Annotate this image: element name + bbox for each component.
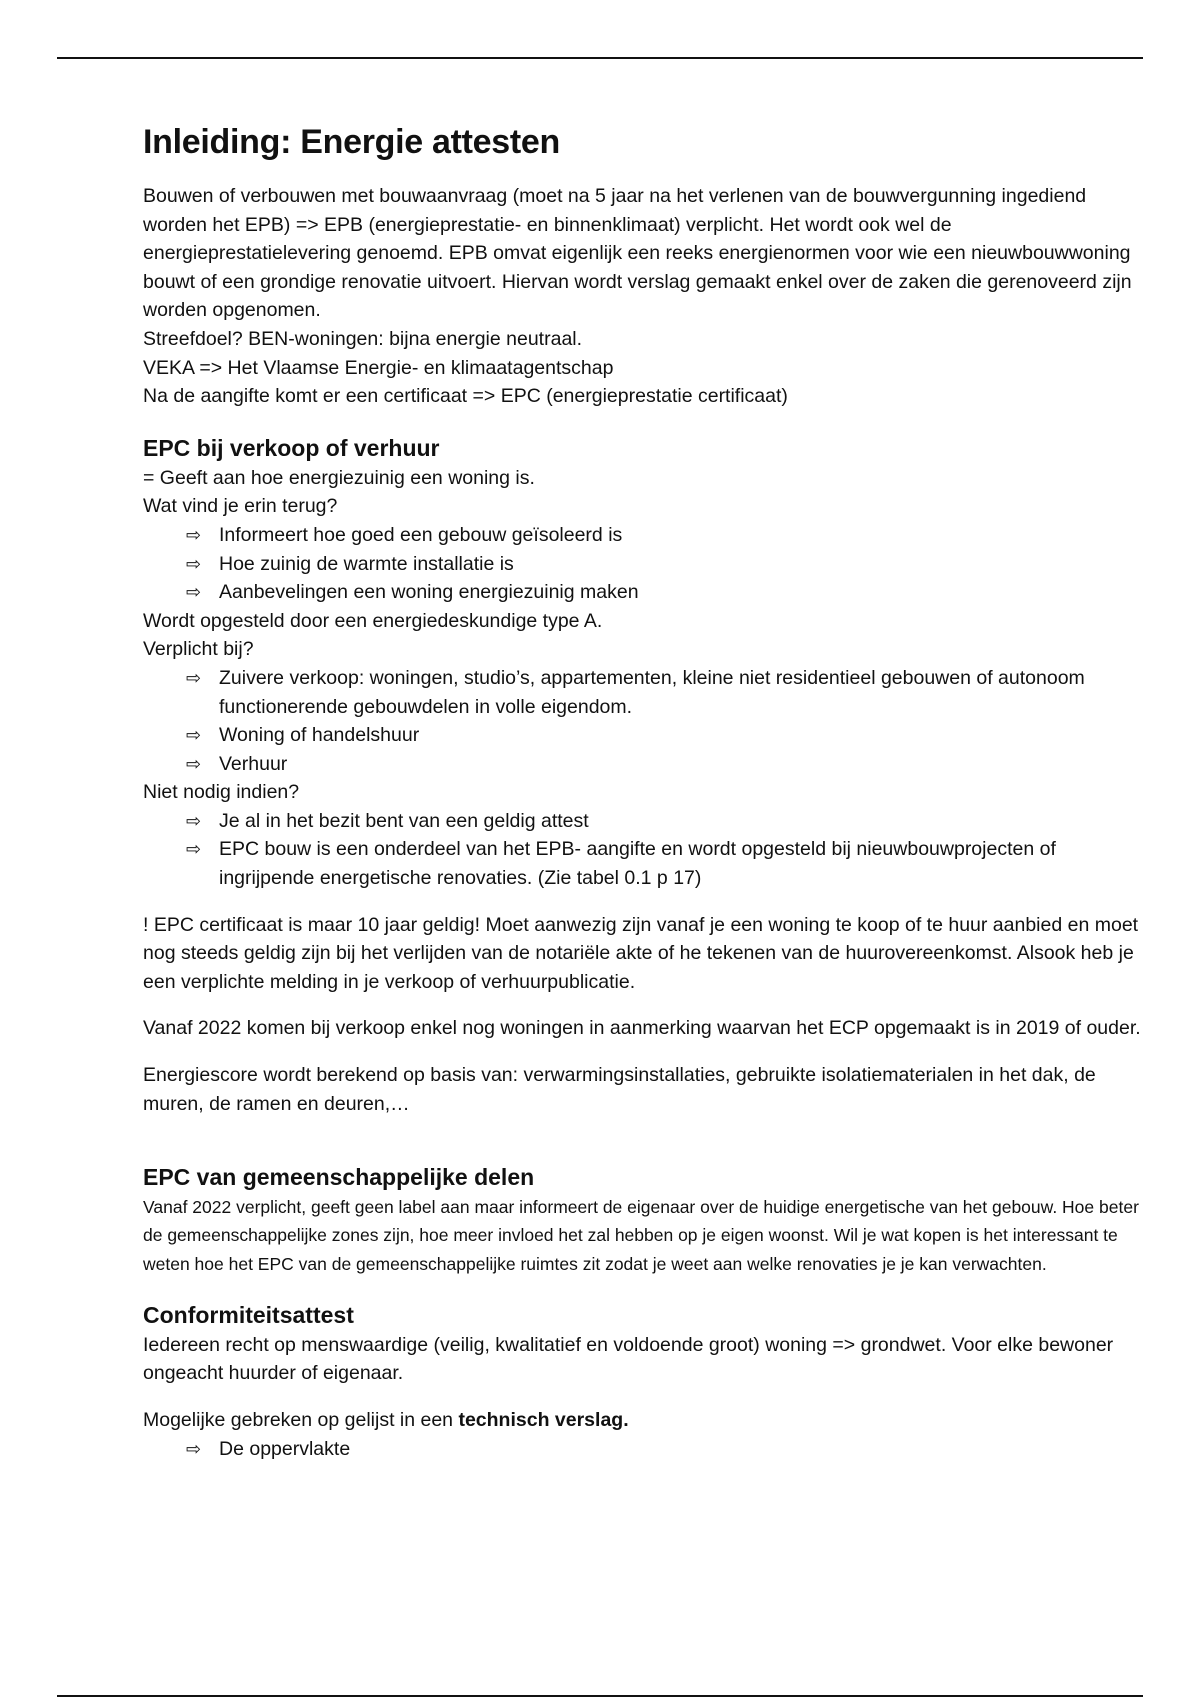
technisch-verslag-label: technisch verslag. [458,1409,629,1432]
arrow-icon: ⇨ [186,839,202,860]
list-item: ⇨ EPC bouw is een onderdeel van het EPB- aangifte en wordt opgesteld bij nieuwbouwprojecten of ingrijpende energetische renovaties. (Zie tabel 0.1 p 17) [186,835,1143,892]
intro-line-veka: VEKA => Het Vlaamse Energie- en klimaatagentschap [143,356,614,379]
list-required [143,664,1143,778]
heading-epc-verkoop: EPC bij verkoop of verhuur [143,434,440,461]
document-body [143,118,1143,1463]
page-title: Inleiding: Energie attesten [143,123,560,161]
arrow-icon: ⇨ [186,810,202,831]
list-item: ⇨ Verhuur [186,750,1143,779]
arrow-icon: ⇨ [186,725,202,746]
epc-definition: = Geeft aan hoe energiezuinig een woning is. [143,466,535,489]
list-item: ⇨ De oppervlakte [186,1435,1143,1464]
intro-paragraph: Bouwen of verbouwen met bouwaanvraag (moet na 5 jaar na het verlenen van de bouwvergunning ingediend worden het EPB) => EPB (energieprestatie- en binnenklimaat) verplicht. Het wordt ook wel de energieprestatielevering genoemd. EPB omvat eigenlijk een reeks energienormen voor wie een nieuwbouwwoning bouwt of een grondige renovatie uitvoert. Hiervan wordt verslag gemaakt enkel over de zaken die gerenoveerd zijn worden opgenomen. [143,185,1132,322]
validity-warning: ! EPC certificaat is maar 10 jaar geldig! Moet aanwezig zijn vanaf je een woning te koop of te huur aanbied en moet nog steeds geldig zijn bij het verlijden van de notariële akte of he tekenen van de huurovereenkomst. Alsook heb je een verplichte melding in je verkoop of verhuurpublicatie. [143,913,1139,993]
question-not-needed: Niet nodig indien? [143,781,300,804]
intro-line-epc: Na de aangifte komt er een certificaat => EPC (energieprestatie certificaat) [143,385,788,408]
arrow-icon: ⇨ [186,753,202,774]
header-rule [57,57,1143,59]
intro-line-goal: Streefdoel? BEN-woningen: bijna energie neutraal. [143,327,583,350]
list-item: ⇨ Je al in het bezit bent van een geldig attest [186,807,1143,836]
arrow-icon: ⇨ [186,667,202,688]
list-defects [143,1435,1143,1464]
list-item: ⇨ Informeert hoe goed een gebouw geïsoleerd is [186,521,1143,550]
list-contents [143,521,1143,607]
arrow-icon: ⇨ [186,524,202,545]
question-contents: Wat vind je erin terug? [143,495,338,518]
footer-rule [57,1695,1143,1697]
list-item: ⇨ Hoe zuinig de warmte installatie is [186,550,1143,579]
drafted-by: Wordt opgesteld door een energiedeskundige type A. [143,609,603,632]
list-not-needed [143,807,1143,893]
heading-conformiteit: Conformiteitsattest [143,1301,354,1328]
question-required: Verplicht bij? [143,638,254,661]
list-item: ⇨ Woning of handelshuur [186,721,1143,750]
conformiteit-paragraph: Iedereen recht op menswaardige (veilig, kwalitatief en voldoende groot) woning => grondwet. Voor elke bewoner ongeacht huurder of eigenaar. [143,1333,1114,1385]
arrow-icon: ⇨ [186,553,202,574]
heading-epc-gemeenschappelijk: EPC van gemeenschappelijke delen [143,1164,535,1191]
gemeenschappelijk-paragraph: Vanaf 2022 verplicht, geeft geen label aan maar informeert de eigenaar over de huidige energetische van het gebouw. Hoe beter de gemeenschappelijke zones zijn, hoe meer invloed het zal hebben op je eigen woonst. Wil je wat kopen is het interessant te weten hoe het EPC van de gemeenschappelijke ruimtes zit zodat je weet aan welke renovaties je je kan verwachten. [143,1197,1139,1274]
list-item: ⇨ Zuivere verkoop: woningen, studio’s, appartementen, kleine niet residentieel gebouwen of autonoom functionerende gebouwdelen in volle eigendom. [186,664,1143,721]
arrow-icon: ⇨ [186,1438,202,1459]
defects-line: Mogelijke gebreken op gelijst in een technisch verslag. [143,1409,629,1432]
energyscore-note: Energiescore wordt berekend op basis van: verwarmingsinstallaties, gebruikte isolatiematerialen in het dak, de muren, de ramen en deuren,… [143,1064,1096,1115]
list-item: ⇨ Aanbevelingen een woning energiezuinig maken [186,578,1143,607]
from-2022-note: Vanaf 2022 komen bij verkoop enkel nog woningen in aanmerking waarvan het ECP opgemaakt is in 2019 of ouder. [143,1017,1141,1040]
arrow-icon: ⇨ [186,582,202,603]
